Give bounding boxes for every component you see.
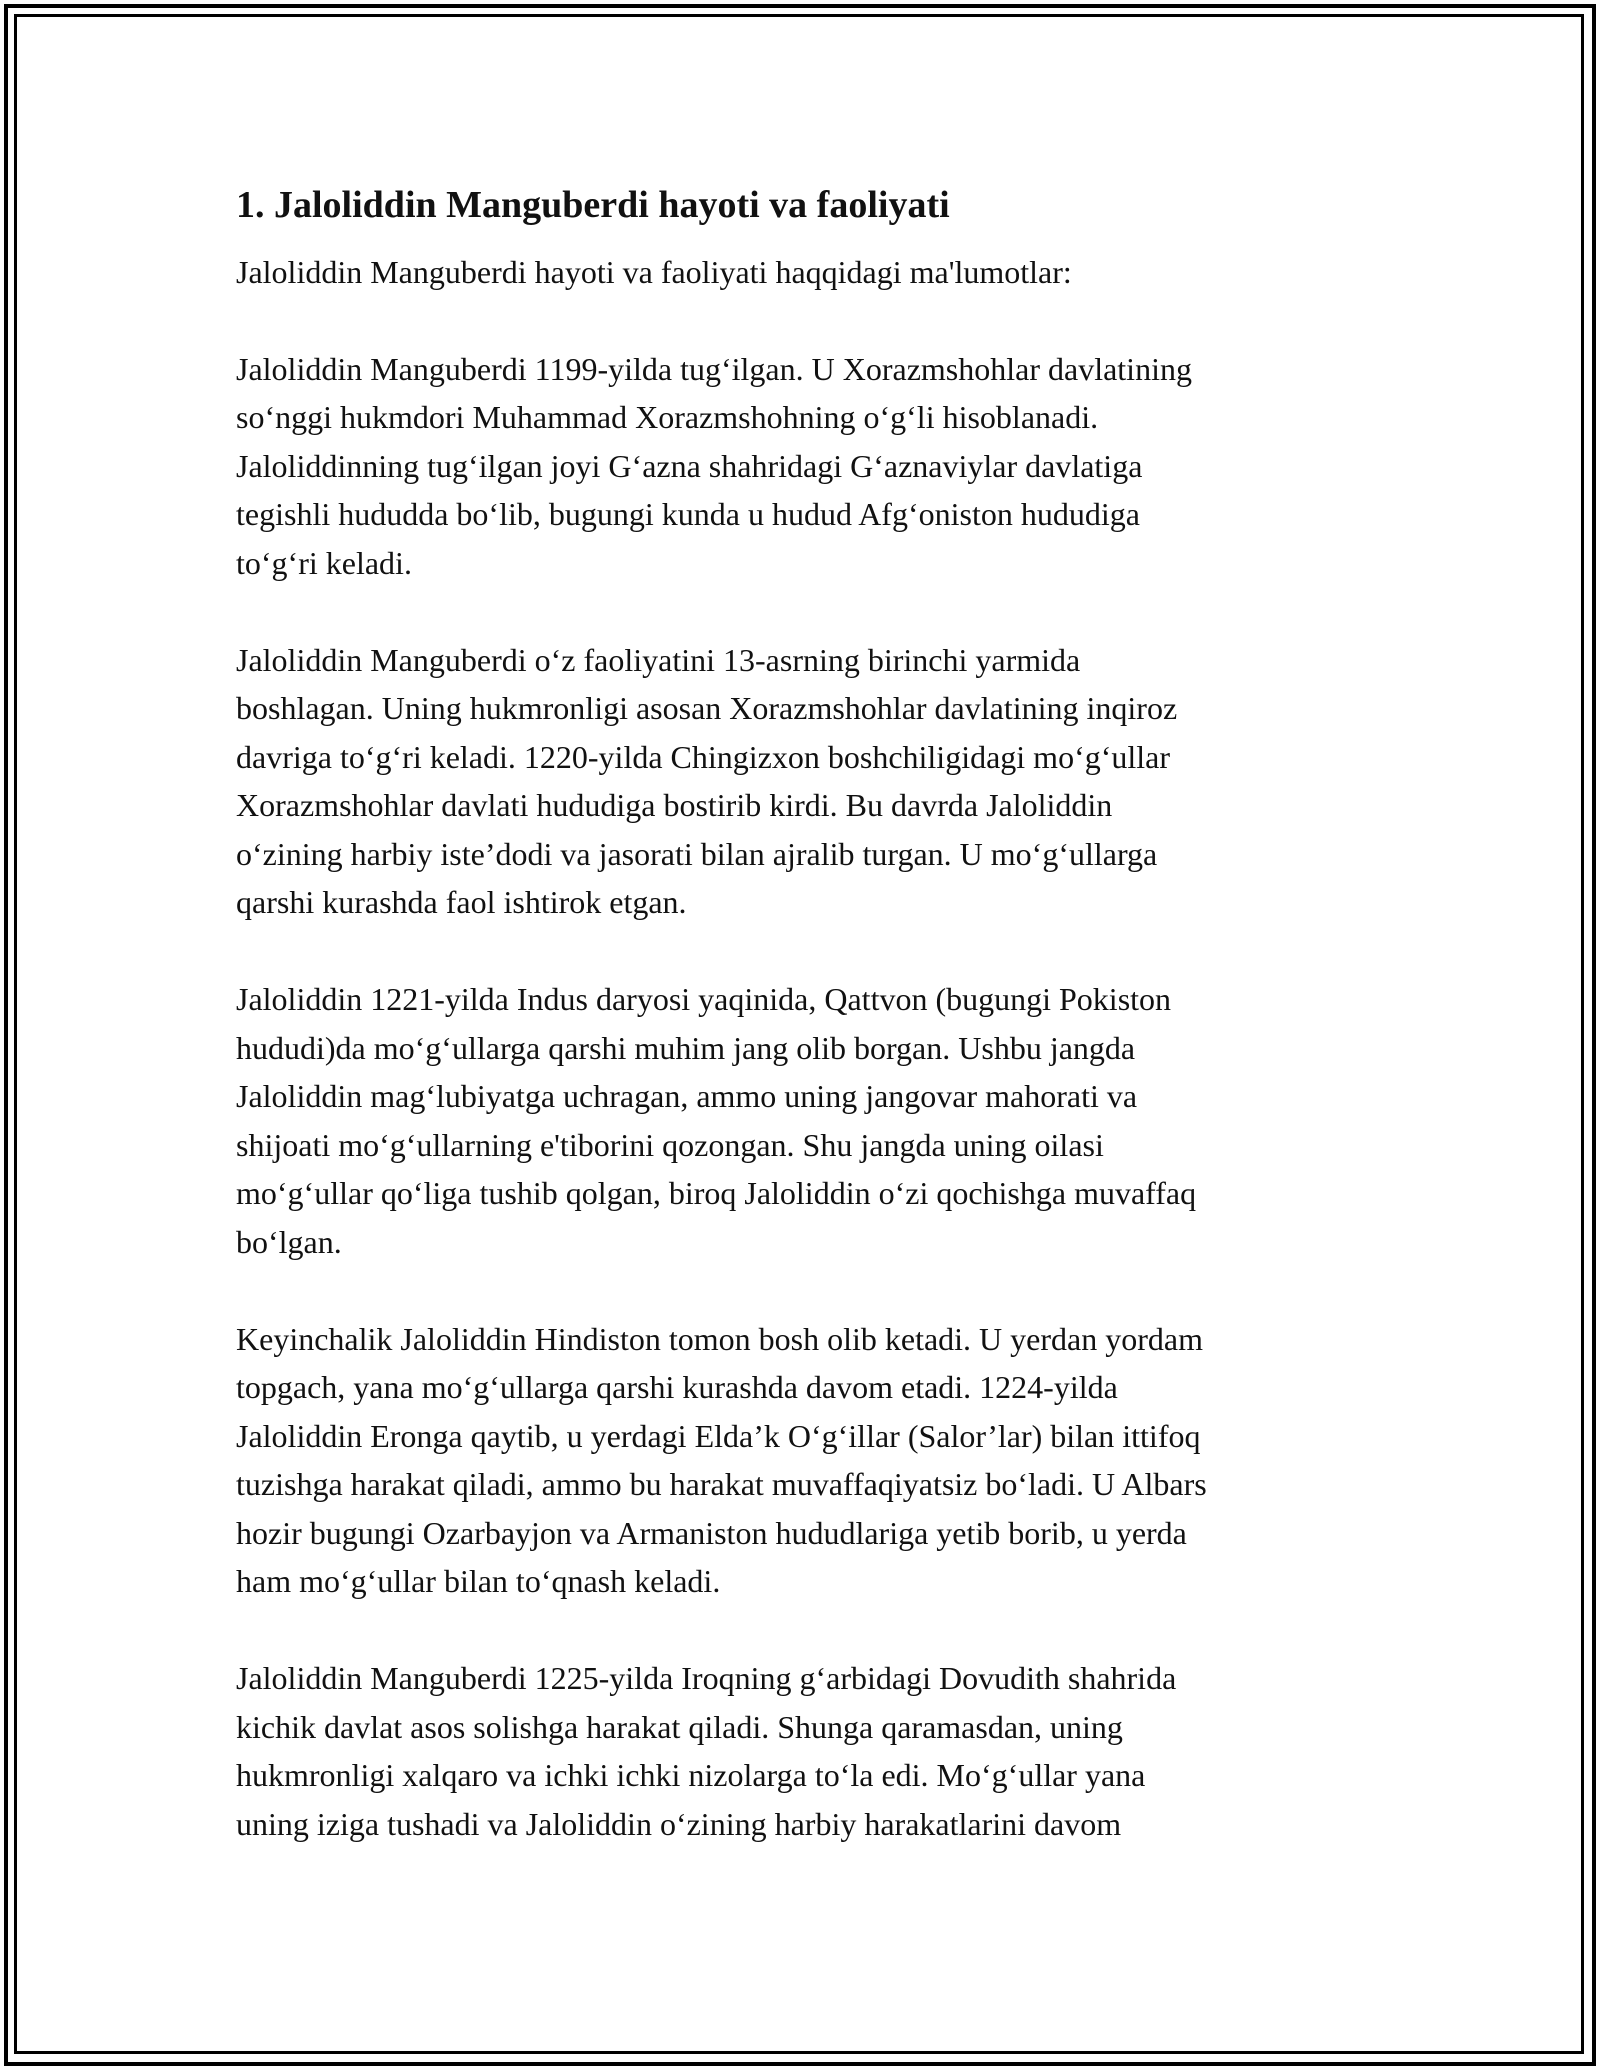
paragraph-line: Jaloliddin 1221-yilda Indus daryosi yaqinida, Qattvon (bugungi Pokiston [236,981,1172,1017]
paragraph-line: ham mo‘g‘ullar bilan to‘qnash keladi. [236,1563,721,1599]
document-title: 1. Jaloliddin Manguberdi hayoti va faoliyati [236,184,950,226]
paragraph-line: Jaloliddin Manguberdi 1199-yilda tug‘ilgan. U Xorazmshohlar davlatining [236,350,1192,387]
paragraph-line: qarshi kurashda faol ishtirok etgan. [236,884,687,920]
paragraph-line: mo‘g‘ullar qo‘liga tushib qolgan, biroq Jaloliddin o‘zi qochishga muvaffaq [236,1175,1197,1211]
paragraph-line: Xorazmshohlar davlati hududiga bostirib kirdi. Bu davrda Jaloliddin [236,787,1113,823]
paragraph-line: hukmronligi xalqaro va ichki ichki nizolarga to‘la edi. Mo‘g‘ullar yana [236,1757,1146,1793]
paragraph-line: tuzishga harakat qiladi, ammo bu harakat muvaffaqiyatsiz bo‘ladi. U Albars [236,1466,1207,1502]
paragraph-line: Keyinchalik Jaloliddin Hindiston tomon bosh olib ketadi. U yerdan yordam [236,1320,1203,1357]
paragraph-line: hududi)da mo‘g‘ullarga qarshi muhim jang olib borgan. Ushbu jangda [236,1029,1136,1066]
paragraph-line: hozir bugungi Ozarbayjon va Armaniston hududlariga yetib borib, u yerda [236,1514,1187,1551]
paragraph-line: bo‘lgan. [236,1223,342,1260]
paragraph-line: shijoati mo‘g‘ullarning e'tiborini qozongan. Shu jangda uning oilasi [236,1126,1104,1163]
paragraph-line: Jaloliddin Manguberdi 1225-yilda Iroqning g‘arbidagi Dovudith shahrida [236,1660,1177,1696]
document-body [236,180,1366,1897]
paragraph-early-activity [236,636,1366,927]
paragraph-line: davriga to‘g‘ri keladi. 1220-yilda Chingizxon boshchiligidagi mo‘g‘ullar [236,738,1171,775]
paragraph-line: Jaloliddin mag‘lubiyatga uchragan, ammo uning jangovar mahorati va [236,1078,1138,1114]
paragraph-line: boshlagan. Uning hukmronligi asosan Xorazmshohlar davlatining inqiroz [236,690,1178,726]
paragraph-birth [236,345,1366,588]
paragraph-line: Jaloliddinning tug‘ilgan joyi G‘azna shahridagi G‘aznaviylar davlatiga [236,447,1143,484]
paragraph-line: Jaloliddin Manguberdi o‘z faoliyatini 13-asrning birinchi yarmida [236,641,1081,678]
paragraph-line: uning iziga tushadi va Jaloliddin o‘zining harbiy harakatlarini davom [236,1805,1122,1842]
paragraph-line: to‘g‘ri keladi. [236,544,412,581]
paragraph-line: kichik davlat asos solishga harakat qiladi. Shunga qaramasdan, uning [236,1708,1123,1745]
paragraph-line: o‘zining harbiy iste’dodi va jasorati bilan ajralib turgan. U mo‘g‘ullarga [236,835,1158,872]
paragraph-iraq-state [236,1654,1366,1848]
paragraph-line: so‘nggi hukmdori Muhammad Xorazmshohning o‘g‘li hisoblanadi. [236,399,1099,435]
paragraph-line: topgach, yana mo‘g‘ullarga qarshi kurashda davom etadi. 1224-yilda [236,1369,1118,1405]
paragraph-india-iran [236,1315,1366,1606]
paragraph-line: tegishli hududda bo‘lib, bugungi kunda u hudud Afg‘oniston hududiga [236,496,1140,532]
paragraph-line: Jaloliddin Eronga qaytib, u yerdagi Elda’k O‘g‘illar (Salor’lar) bilan ittifoq [236,1417,1201,1454]
intro-text: Jaloliddin Manguberdi hayoti va faoliyati haqqidagi ma'lumotlar: [236,254,1072,290]
paragraph-indus-battle [236,975,1366,1266]
